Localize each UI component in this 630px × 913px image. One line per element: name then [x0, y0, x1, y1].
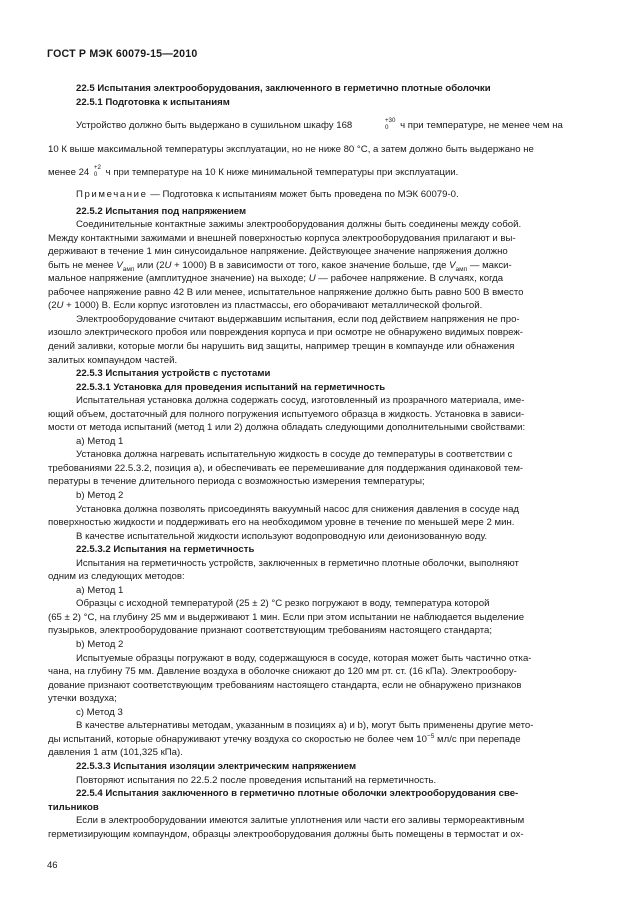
subsection-heading: 22.5.3 Испытания устройств с пустотами — [76, 368, 271, 380]
text-line: быть не менее $V_{амп}$ или (2U + 1000) В в зависимости от того, какое значение больше, где $V_{амп}$ — макси- — [48, 259, 512, 273]
subsection-heading: 22.5.3.1 Установка для проведения испытаний на герметичность — [76, 381, 386, 393]
text-line: (2U + 1000) В. Если корпус изготовлен из пластмассы, его оборачивают металлической фольгой. — [48, 300, 483, 312]
tolerance: +2 0 — [93, 164, 101, 178]
text-line: чана, на глубину 75 мм. Давление воздуха в оболочке снижают до 120 мм рт. ст. (16 кПа). Электрообору- — [48, 666, 517, 678]
text-line: давления 1 атм (101,325 кПа). — [48, 747, 183, 759]
text-line: В качестве испытательной жидкости используют водопроводную или деионизованную воду. — [76, 530, 488, 542]
text-line: требованиями 22.5.3.2, позиция а), и обеспечивать ее перемешивание для поддержания одинаковой тем- — [48, 462, 524, 474]
text-line: Между контактными зажимами и внешней поверхностью корпуса электрооборудования прилагают и вы- — [48, 232, 516, 244]
text-line: мости от метода испытаний (метод 1 или 2) должна обладать следующими дополнительными свойствами: — [48, 422, 526, 434]
subsection-heading: 22.5.3.3 Испытания изоляции электрическим напряжением — [76, 760, 357, 772]
text-line: Испытания на герметичность устройств, заключенных в герметично плотные оболочки, выполняют — [76, 557, 519, 569]
text-line: рабочее напряжение равно 42 В или менее, испытательное напряжение должно быть равно 500 В вместо — [48, 286, 524, 298]
list-item: b) Метод 2 — [76, 639, 124, 651]
list-item: b) Метод 2 — [76, 490, 124, 502]
text-line: ющий объем, достаточный для полного погружения испытуемого образца в жидкость. Установка в зависи- — [48, 408, 525, 420]
text-line: поверхностью жидкости и поддерживать его на необходимом уровне в течение по меньшей мере 2 мин. — [48, 517, 515, 529]
text-line: Если в электрооборудовании имеются залитые уплотнения или части его заливы термореактивным — [76, 815, 525, 827]
text-line: (65 ± 2) °С, на глубину 25 мм и выдерживают 1 мин. Если при этом испытании не наблюдается выделение — [48, 611, 525, 623]
list-item: с) Метод 3 — [76, 706, 123, 718]
text-line: Соединительные контактные зажимы электрооборудования должны быть соединены между собой. — [76, 219, 522, 231]
list-item: а) Метод 1 — [76, 435, 124, 447]
note-label: Примечание — [76, 188, 148, 200]
subsection-heading: 22.5.1 Подготовка к испытаниям — [76, 96, 230, 108]
section-heading: 22.5 Испытания электрооборудования, заключенного в герметично плотные оболочки — [76, 83, 491, 94]
text-line: пературы в течение длительного периода с возможностью измерения температуры; — [48, 476, 425, 488]
text-line: Установка должна позволять присоединять вакуумный насос для снижения давления в сосуде над — [76, 503, 520, 515]
text-line: пузырьков, электрооборудование признают соответствующим требованиям настоящего стандарта; — [48, 625, 493, 637]
text-line: держивают в течение 1 мин синусоидальное напряжение. Действующее значение напряжения должно — [48, 246, 508, 258]
text-line: изошло электрического пробоя или повреждения корпуса и при осмотре не обнаружено видимых повреж- — [48, 327, 523, 339]
text-line: В качестве альтернативы методам, указанным в позициях а) и b), могут быть применены другие мето- — [76, 720, 534, 732]
text-line: герметизирующим компаундом, образцы электрооборудования должны быть помещены в термостат и ох- — [48, 828, 524, 840]
text-line: Электрооборудование считают выдержавшим испытания, если под действием напряжения не про- — [76, 313, 520, 325]
text-line: Испытательная установка должна содержать сосуд, изготовленный из прозрачного материала, име- — [76, 395, 525, 407]
text-line: мальное напряжение (амплитудное значение) на выходе; U — рабочее напряжение. В случаях, когда — [48, 273, 504, 285]
text-line: ды испытаний, которые обнаруживают утечку воздуха со скоростью не более чем $10^{-5}$ мл/с при перепаде — [48, 732, 521, 745]
page-number: 46 — [47, 860, 58, 871]
text-line: Устройство должно быть выдержано в сушильном шкафу 168 +30 0 ч при температуре, не менее чем на — [76, 117, 563, 132]
page-header: ГОСТ Р МЭК 60079-15—2010 — [47, 48, 198, 60]
text-line: 10 К выше максимальной температуры эксплуатации, но не ниже 80 °С, а затем должно быть выдержано не — [48, 143, 534, 155]
body-text — [48, 82, 586, 841]
text-line: Испытуемые образцы погружают в воду, содержащуюся в сосуде, которая может быть частично отка- — [76, 652, 532, 664]
text-line: Повторяют испытания по 22.5.2 после проведения испытаний на герметичность. — [76, 774, 437, 786]
tolerance: +30 0 — [384, 117, 396, 131]
text-line: Установка должна нагревать испытательную жидкость в сосуде до температуры в соответствии с — [76, 449, 513, 461]
text-line: дений заливки, которые могли бы нарушить вид защиты, например трещин в компаунде или обнажения — [48, 341, 515, 352]
note: Примечание — Подготовка к испытаниям может быть проведена по МЭК 60079-0. — [76, 188, 459, 200]
text-line: Образцы с исходной температурой (25 ± 2) °С резко погружают в воду, температура которой — [76, 598, 490, 610]
subsection-heading: 22.5.2 Испытания под напряжением — [76, 205, 247, 217]
text-line: дование признают соответствующим требованиям настоящего стандарта, если не обнаружено признаков — [48, 679, 522, 691]
text-line: залитых компаундом частей. — [48, 354, 178, 366]
subsection-heading: тильников — [48, 801, 99, 813]
list-item: а) Метод 1 — [76, 584, 124, 596]
text-line: одним из следующих методов: — [48, 571, 185, 583]
subsection-heading: 22.5.3.2 Испытания на герметичность — [76, 544, 255, 556]
subsection-heading: 22.5.4 Испытания заключенного в герметично плотные оболочки электрооборудования све- — [76, 788, 519, 800]
text-line: утечки воздуха; — [48, 693, 117, 705]
text-line: менее 24 +2 0 ч при температуре на 10 К ниже минимальной температуры при эксплуатации. — [48, 164, 459, 179]
